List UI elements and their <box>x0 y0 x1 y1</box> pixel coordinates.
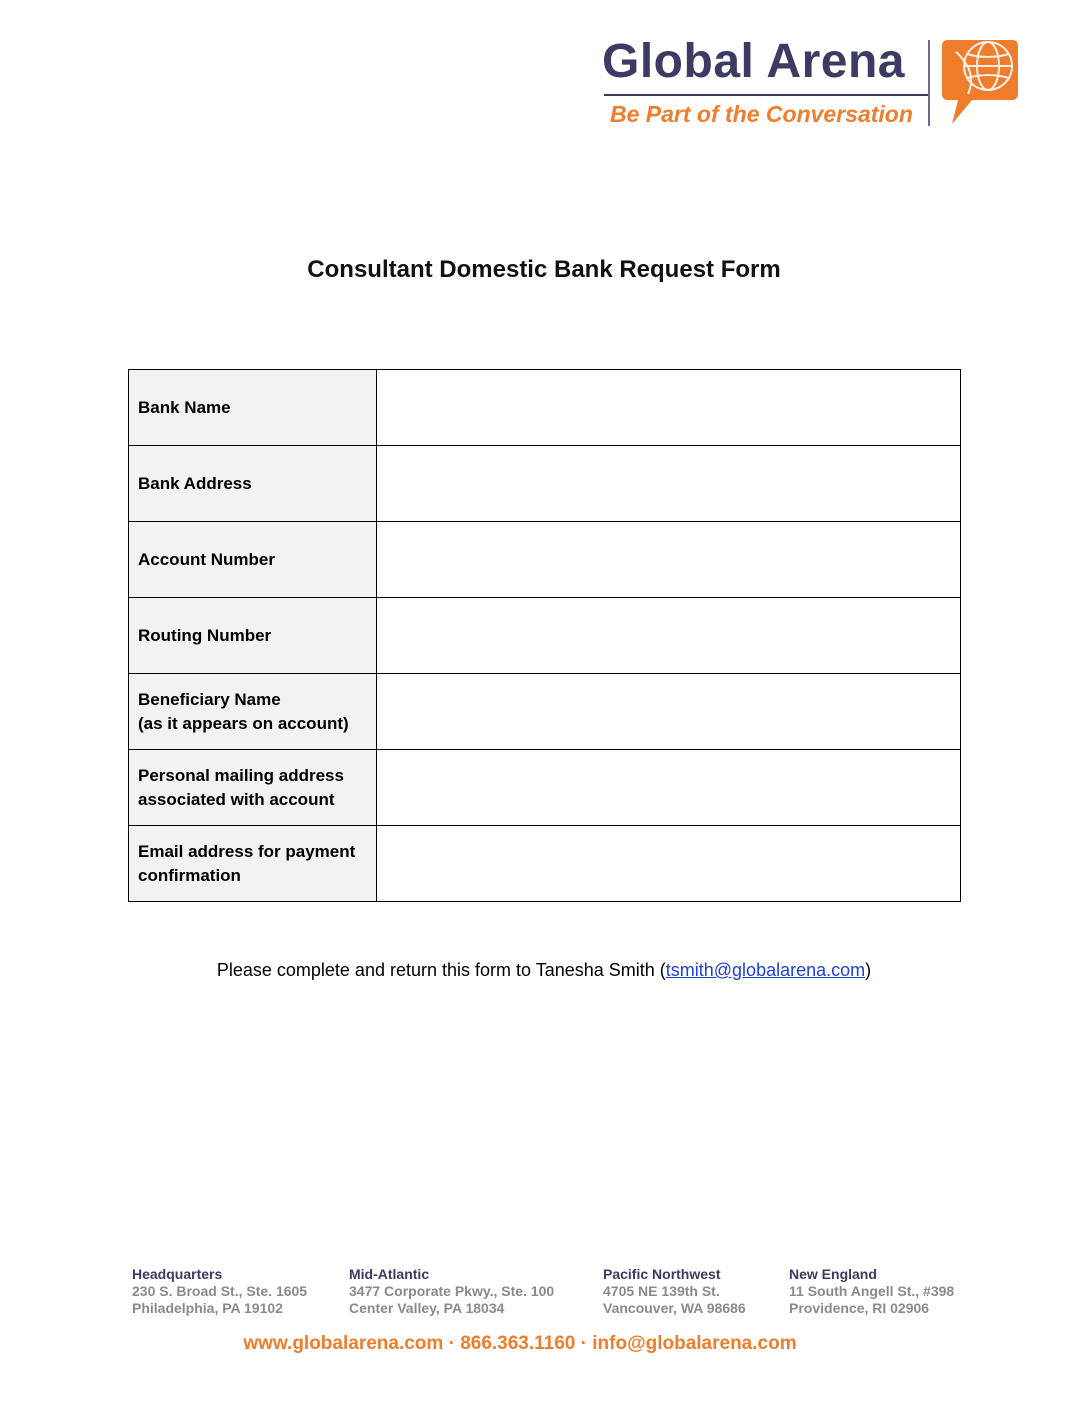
form-field-label <box>129 446 377 522</box>
form-field-label <box>129 826 377 902</box>
return-instruction <box>0 960 1088 981</box>
form-field-value[interactable] <box>377 826 961 902</box>
bank-request-form <box>128 369 961 902</box>
globe-speech-bubble-icon <box>938 32 1022 128</box>
instruction-close: ) <box>865 960 872 980</box>
form-field-label-line: Email address for payment <box>138 841 356 861</box>
form-field-label-line: confirmation <box>138 865 241 885</box>
logo-underline <box>604 94 928 96</box>
form-row <box>129 522 961 598</box>
office-new-england <box>789 1266 954 1317</box>
form-field-label <box>129 674 377 750</box>
form-row <box>129 750 961 826</box>
form-row <box>129 826 961 902</box>
form-field-value[interactable] <box>377 446 961 522</box>
form-field-label-line: Beneficiary Name <box>138 689 281 709</box>
logo-wordmark: Global Arena <box>602 35 905 88</box>
office-mid-atlantic <box>349 1266 554 1317</box>
office-address-line1: 230 S. Broad St., Ste. 1605 <box>132 1283 308 1299</box>
logo-divider <box>928 40 930 126</box>
office-headquarters <box>132 1266 307 1317</box>
form-field-label-line: associated with account <box>138 789 335 809</box>
form-field-label-line: Routing Number <box>138 625 272 645</box>
form-row <box>129 674 961 750</box>
form-row <box>129 446 961 522</box>
logo-tagline: Be Part of the Conversation <box>610 101 913 127</box>
global-arena-logo <box>600 32 1030 132</box>
form-field-value[interactable] <box>377 370 961 446</box>
office-address-line1: 11 South Angell St., #398 <box>789 1283 955 1299</box>
page-title: Consultant Domestic Bank Request Form <box>307 256 781 283</box>
office-address-line2: Vancouver, WA 98686 <box>603 1300 746 1316</box>
form-field-value[interactable] <box>377 750 961 826</box>
form-field-value[interactable] <box>377 598 961 674</box>
form-field-label <box>129 522 377 598</box>
instruction-text: Please complete and return this form to Tanesha Smith ( <box>216 960 666 980</box>
form-field-label-line: (as it appears on account) <box>138 713 349 733</box>
office-address-line2: Center Valley, PA 18034 <box>349 1300 505 1316</box>
form-field-label-line: Personal mailing address <box>138 765 344 785</box>
form-row <box>129 370 961 446</box>
office-name: Mid-Atlantic <box>349 1266 430 1282</box>
form-field-value[interactable] <box>377 522 961 598</box>
form-field-label <box>129 370 377 446</box>
form-field-label-line: Account Number <box>138 549 275 569</box>
form-field-label-line: Bank Name <box>138 397 231 417</box>
form-field-label <box>129 598 377 674</box>
form-field-label-line: Bank Address <box>138 473 252 493</box>
office-address-line1: 3477 Corporate Pkwy., Ste. 100 <box>349 1283 555 1299</box>
contact-email-link[interactable]: tsmith@globalarena.com <box>665 960 866 980</box>
footer-contact-line: www.globalarena.com · 866.363.1160 · info@globalarena.com <box>243 1333 797 1354</box>
form-field-value[interactable] <box>377 674 961 750</box>
form-field-label <box>129 750 377 826</box>
form-row <box>129 598 961 674</box>
office-name: Headquarters <box>132 1266 223 1282</box>
office-address-line2: Philadelphia, PA 19102 <box>132 1300 283 1316</box>
office-address-line1: 4705 NE 139th St. <box>603 1283 720 1299</box>
office-name: New England <box>789 1266 877 1282</box>
office-pacific-northwest <box>603 1266 746 1317</box>
office-name: Pacific Northwest <box>603 1266 721 1282</box>
office-address-line2: Providence, RI 02906 <box>789 1300 930 1316</box>
